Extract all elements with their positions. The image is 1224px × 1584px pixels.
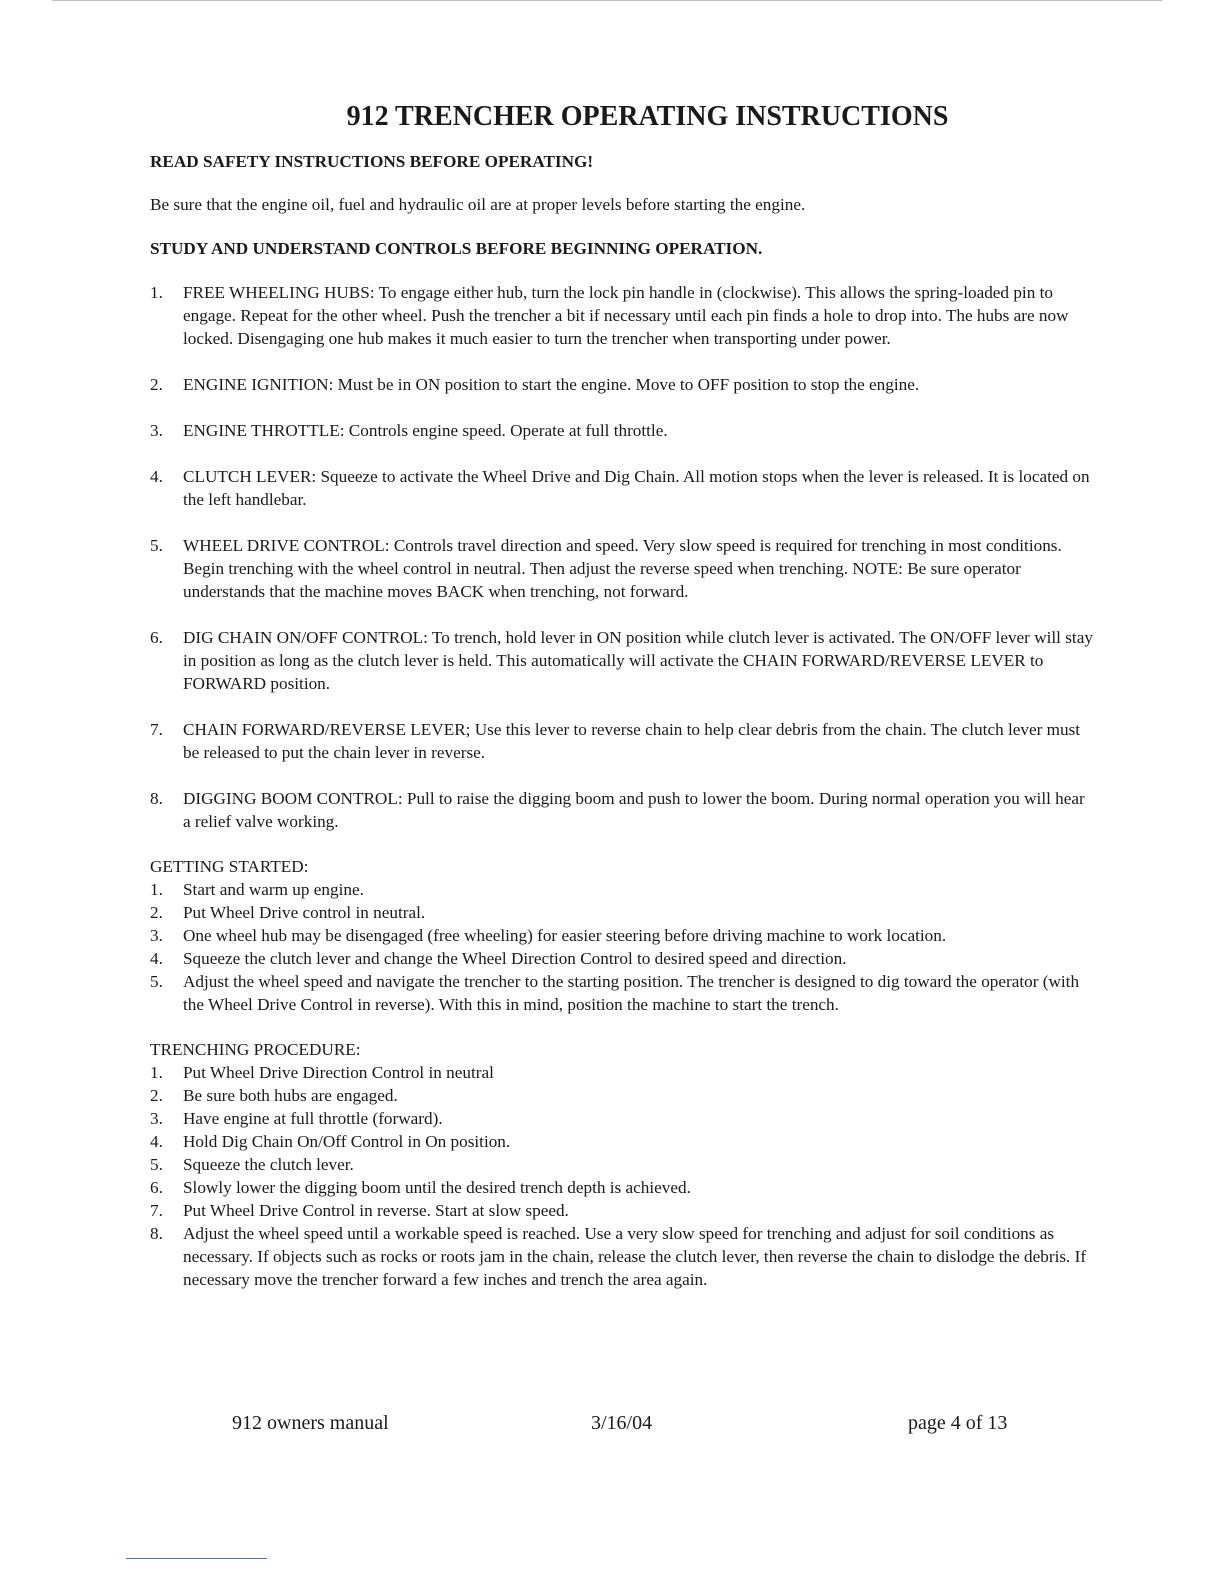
item-number: 5. — [150, 972, 163, 991]
item-text: DIGGING BOOM CONTROL: Pull to raise the digging boom and push to lower the boom. During normal operation you will hear a relief valve working. — [183, 789, 1085, 831]
item-text: One wheel hub may be disengaged (free wheeling) for easier steering before driving machine to work location. — [183, 926, 947, 945]
item-text: Slowly lower the digging boom until the desired trench depth is achieved. — [183, 1178, 691, 1197]
footer-page-number: page 4 of 13 — [908, 1412, 1008, 1434]
footer-date: 3/16/04 — [591, 1412, 653, 1434]
list-item — [150, 878, 1095, 901]
list-item — [150, 924, 1095, 947]
item-number: 1. — [150, 283, 163, 302]
list-item — [150, 419, 1095, 442]
list-item — [150, 1176, 1095, 1199]
item-text: Put Wheel Drive control in neutral. — [183, 903, 426, 922]
list-item — [150, 947, 1095, 970]
item-text: Squeeze the clutch lever and change the Wheel Direction Control to desired speed and direction. — [183, 949, 847, 968]
list-item — [150, 1107, 1095, 1130]
item-text: Squeeze the clutch lever. — [183, 1155, 354, 1174]
item-text: Hold Dig Chain On/Off Control in On position. — [183, 1132, 511, 1151]
trenching-procedure-list — [150, 1061, 1095, 1291]
item-text: Put Wheel Drive Control in reverse. Start at slow speed. — [183, 1201, 569, 1220]
list-item — [150, 534, 1095, 603]
item-number: 2. — [150, 375, 163, 394]
item-number: 4. — [150, 467, 163, 486]
bottom-link-rule — [126, 1558, 267, 1559]
item-text: DIG CHAIN ON/OFF CONTROL: To trench, hold lever in ON position while clutch lever is activated. The ON/OFF lever will stay in position as long as the clutch lever is held. This automatically will activate the CHAIN FORWARD/REVERSE LEVER to FORWARD position. — [183, 628, 1093, 693]
list-item — [150, 1199, 1095, 1222]
controls-list — [150, 281, 1095, 833]
list-item — [150, 1130, 1095, 1153]
item-number: 8. — [150, 1224, 163, 1243]
list-item — [150, 787, 1095, 833]
item-number: 7. — [150, 1201, 163, 1220]
list-item — [150, 970, 1095, 1016]
item-number: 7. — [150, 720, 163, 739]
item-number: 5. — [150, 536, 163, 555]
list-item — [150, 281, 1095, 350]
item-number: 5. — [150, 1155, 163, 1174]
item-text: Adjust the wheel speed until a workable speed is reached. Use a very slow speed for trenching and adjust for soil conditions as necessary. If objects such as rocks or roots jam in the chain, release the clutch lever, then reverse the chain to dislodge the debris. If necessary move the trencher forward a few inches and trench the area again. — [183, 1224, 1087, 1289]
item-number: 2. — [150, 1086, 163, 1105]
document-body — [150, 100, 1095, 1291]
item-number: 2. — [150, 903, 163, 922]
getting-started-title: GETTING STARTED: — [150, 857, 309, 876]
item-text: Have engine at full throttle (forward). — [183, 1109, 443, 1128]
item-number: 1. — [150, 880, 163, 899]
item-text: CHAIN FORWARD/REVERSE LEVER; Use this lever to reverse chain to help clear debris from the chain. The clutch lever must be released to put the chain lever in reverse. — [183, 720, 1081, 762]
item-number: 3. — [150, 926, 163, 945]
list-item — [150, 626, 1095, 695]
item-number: 1. — [150, 1063, 163, 1082]
item-number: 6. — [150, 628, 163, 647]
list-item — [150, 1084, 1095, 1107]
item-text: Put Wheel Drive Direction Control in neutral — [183, 1063, 494, 1082]
list-item — [150, 465, 1095, 511]
item-number: 8. — [150, 789, 163, 808]
item-text: WHEEL DRIVE CONTROL: Controls travel direction and speed. Very slow speed is required for trenching in most conditions. Begin trenching with the wheel control in neutral. Then adjust the reverse speed when trenching. NOTE: Be sure operator understands that the machine moves BACK when trenching, not forward. — [183, 536, 1062, 601]
trenching-procedure-title: TRENCHING PROCEDURE: — [150, 1040, 361, 1059]
page-title: 912 TRENCHER OPERATING INSTRUCTIONS — [346, 101, 949, 132]
item-text: CLUTCH LEVER: Squeeze to activate the Wheel Drive and Dig Chain. All motion stops when the lever is released. It is located on the left handlebar. — [183, 467, 1090, 509]
item-number: 3. — [150, 421, 163, 440]
list-item — [150, 718, 1095, 764]
item-number: 4. — [150, 1132, 163, 1151]
item-text: FREE WHEELING HUBS: To engage either hub, turn the lock pin handle in (clockwise). This allows the spring-loaded pin to engage. Repeat for the other wheel. Push the trencher a bit if necessary until each pin finds a hole to drop into. The hubs are now locked. Disengaging one hub makes it much easier to turn the trencher when transporting under power. — [183, 283, 1069, 348]
list-item — [150, 1222, 1095, 1291]
safety-heading: READ SAFETY INSTRUCTIONS BEFORE OPERATING! — [150, 152, 594, 171]
item-text: Start and warm up engine. — [183, 880, 364, 899]
list-item — [150, 373, 1095, 396]
item-number: 3. — [150, 1109, 163, 1128]
list-item — [150, 901, 1095, 924]
item-number: 4. — [150, 949, 163, 968]
intro-paragraph: Be sure that the engine oil, fuel and hydraulic oil are at proper levels before starting the engine. — [150, 195, 806, 214]
list-item — [150, 1061, 1095, 1084]
controls-heading: STUDY AND UNDERSTAND CONTROLS BEFORE BEGINNING OPERATION. — [150, 239, 763, 258]
list-item — [150, 1153, 1095, 1176]
item-text: ENGINE IGNITION: Must be in ON position to start the engine. Move to OFF position to stop the engine. — [183, 375, 920, 394]
item-number: 6. — [150, 1178, 163, 1197]
footer-manual-name: 912 owners manual — [232, 1412, 389, 1434]
item-text: Adjust the wheel speed and navigate the trencher to the starting position. The trencher is designed to dig toward the operator (with the Wheel Drive Control in reverse). With this in mind, position the machine to start the trench. — [183, 972, 1080, 1014]
item-text: ENGINE THROTTLE: Controls engine speed. Operate at full throttle. — [183, 421, 668, 440]
item-text: Be sure both hubs are engaged. — [183, 1086, 398, 1105]
getting-started-list — [150, 878, 1095, 1016]
top-rule — [52, 0, 1162, 1]
